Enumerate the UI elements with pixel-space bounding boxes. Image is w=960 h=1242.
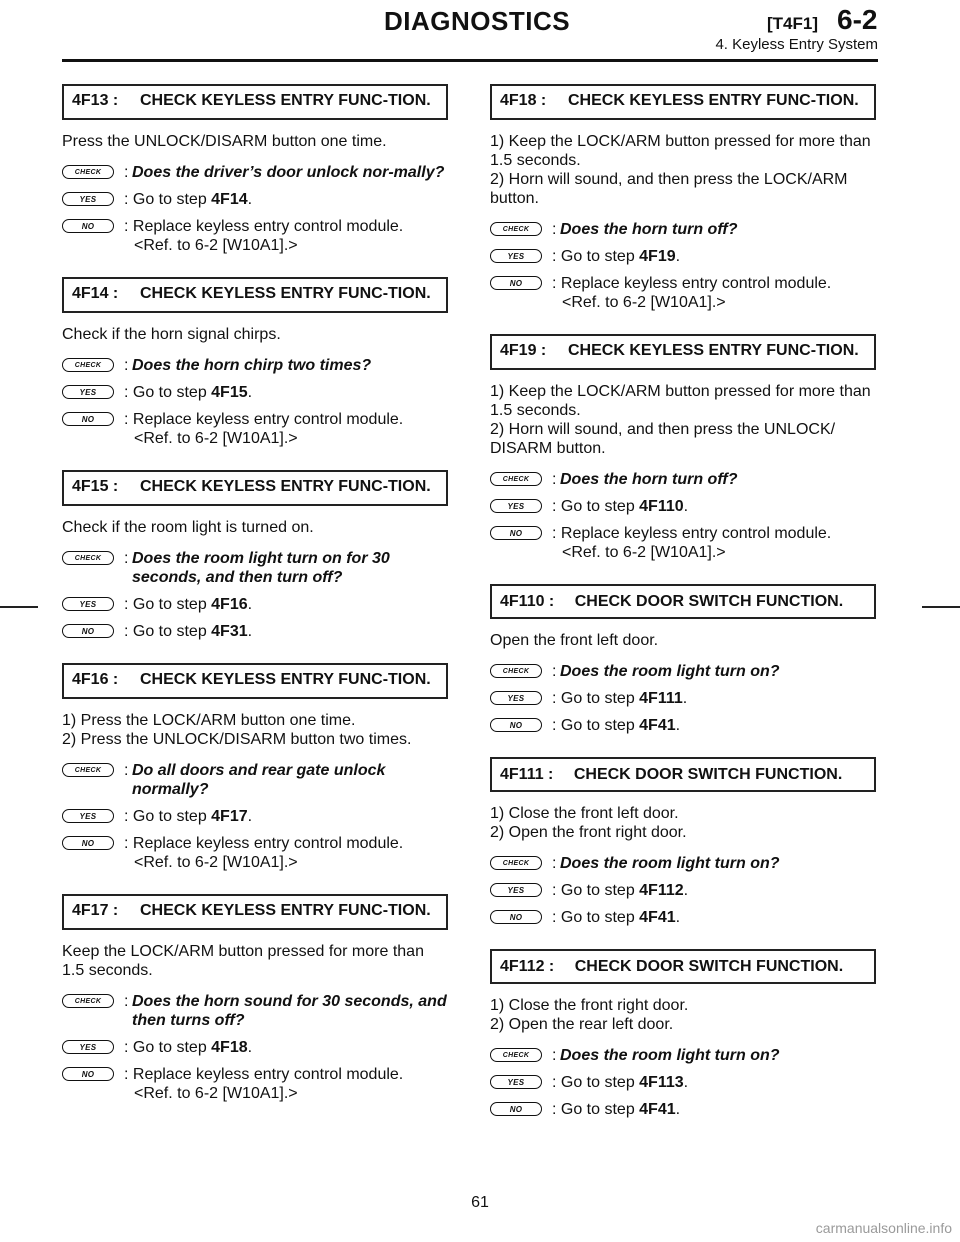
- step-4f13: [62, 84, 448, 255]
- yes-row: [62, 383, 448, 402]
- check-icon: CHECK: [490, 1048, 542, 1062]
- check-question-row: [62, 761, 448, 799]
- page-header: [0, 0, 960, 66]
- step-link[interactable]: 4F18: [211, 1039, 248, 1056]
- no-row: [490, 716, 876, 735]
- colon: :: [124, 164, 129, 181]
- step-id: 4F15 :: [72, 478, 119, 495]
- no-icon: NO: [490, 526, 542, 540]
- goto-text: : Go to step: [124, 808, 212, 825]
- yes-row: [490, 881, 876, 900]
- no-icon: NO: [62, 219, 114, 233]
- check-icon: CHECK: [490, 856, 542, 870]
- check-block: [490, 662, 876, 735]
- instruction-line: 1) Press the LOCK/ARM button one time.: [62, 712, 356, 729]
- instruction-line: 2) Open the rear left door.: [490, 1016, 674, 1033]
- instruction-line: 1) Keep the LOCK/ARM button pressed for more than 1.5 seconds.: [490, 383, 871, 419]
- yes-action: : Go to step 4F19.: [552, 248, 681, 265]
- step-id: 4F110 :: [500, 593, 555, 610]
- instruction-line: Open the front left door.: [490, 632, 659, 649]
- no-action-text: : Replace keyless entry control module.: [552, 525, 832, 542]
- step-id: 4F16 :: [72, 671, 119, 688]
- watermark: carmanualsonline.info: [815, 1220, 952, 1236]
- yes-icon: YES: [62, 1040, 114, 1054]
- section-number: 6-2: [837, 4, 878, 35]
- instruction-line: Check if the room light is turned on.: [62, 519, 314, 536]
- check-question: Does the room light turn on?: [560, 663, 780, 680]
- no-action: [124, 410, 448, 448]
- goto-text: : Go to step: [552, 882, 640, 899]
- step-name: CHECK DOOR SWITCH FUNCTION.: [574, 958, 844, 975]
- step-link[interactable]: 4F15: [211, 384, 248, 401]
- instruction-line: 2) Horn will sound, and then press the UNLOCK/ DISARM button.: [490, 421, 836, 457]
- no-action: : Go to step 4F41.: [552, 909, 681, 926]
- check-icon: CHECK: [490, 222, 542, 236]
- no-action: [552, 524, 876, 562]
- no-action: [124, 217, 448, 255]
- goto-text: : Go to step: [124, 384, 212, 401]
- step-instructions: [490, 631, 876, 650]
- yes-action: : Go to step 4F18.: [124, 1039, 253, 1056]
- yes-action: : Go to step 4F111.: [552, 690, 688, 707]
- check-question-row: [490, 1046, 876, 1065]
- check-block: [62, 992, 448, 1103]
- step-4f112: [490, 949, 876, 1119]
- check-question-row: [62, 356, 448, 375]
- step-name: CHECK KEYLESS ENTRY FUNC-TION.: [140, 671, 431, 688]
- goto-text: : Go to step: [552, 690, 640, 707]
- step-instructions: [62, 325, 448, 344]
- yes-icon: YES: [62, 385, 114, 399]
- step-link[interactable]: 4F17: [211, 808, 248, 825]
- section-code: [T4F1]: [767, 14, 818, 33]
- no-icon: NO: [62, 624, 114, 638]
- check-icon: CHECK: [62, 994, 114, 1008]
- step-4f19: [490, 334, 876, 562]
- step-id: 4F17 :: [72, 902, 119, 919]
- check-block: [490, 1046, 876, 1119]
- yes-icon: YES: [490, 249, 542, 263]
- step-link[interactable]: 4F41: [639, 717, 676, 734]
- step-id: 4F19 :: [500, 342, 547, 359]
- page-number: 61: [471, 1194, 489, 1211]
- instruction-line: 2) Horn will sound, and then press the LOCK/ARM button.: [490, 171, 848, 207]
- yes-action: : Go to step 4F17.: [124, 808, 253, 825]
- yes-icon: YES: [490, 499, 542, 513]
- section-title: DIAGNOSTICS: [384, 6, 571, 36]
- check-icon: CHECK: [490, 472, 542, 486]
- instruction-line: Press the UNLOCK/DISARM button one time.: [62, 133, 387, 150]
- step-instructions: [490, 382, 876, 458]
- no-row: [62, 217, 448, 255]
- step-instructions: [62, 711, 448, 749]
- check-question: Does the room light turn on for 30 seconds, and then turn off?: [132, 550, 390, 586]
- step-link[interactable]: 4F19: [639, 248, 676, 265]
- check-question: Does the horn turn off?: [560, 221, 738, 238]
- step-header: [490, 949, 876, 984]
- no-action: : Go to step 4F41.: [552, 717, 681, 734]
- yes-icon: YES: [62, 809, 114, 823]
- reference-link[interactable]: <Ref. to 6-2 [W10A1].>: [134, 854, 298, 871]
- goto-text: : Go to step: [552, 1101, 640, 1118]
- step-header: [62, 663, 448, 699]
- section-subtitle: 4. Keyless Entry System: [715, 36, 878, 53]
- instruction-line: 2) Press the UNLOCK/DISARM button two times.: [62, 731, 412, 748]
- margin-mark-left: [0, 606, 38, 608]
- check-question: Does the horn turn off?: [560, 471, 738, 488]
- check-question: Does the horn sound for 30 seconds, and then turns off?: [132, 993, 447, 1029]
- no-row: [490, 1100, 876, 1119]
- yes-icon: YES: [490, 691, 542, 705]
- instruction-line: Check if the horn signal chirps.: [62, 326, 281, 343]
- step-id: 4F18 :: [500, 92, 547, 109]
- check-icon: CHECK: [490, 664, 542, 678]
- colon: :: [124, 550, 129, 567]
- step-4f111: [490, 757, 876, 927]
- no-row: [62, 410, 448, 448]
- no-action: [124, 1065, 448, 1103]
- yes-row: [62, 595, 448, 614]
- no-row: [62, 834, 448, 872]
- check-question-row: [62, 163, 448, 182]
- no-icon: NO: [62, 836, 114, 850]
- yes-action: : Go to step 4F14.: [124, 191, 253, 208]
- no-icon: NO: [490, 910, 542, 924]
- step-instructions: [490, 996, 876, 1034]
- yes-icon: YES: [62, 192, 114, 206]
- no-action-text: : Replace keyless entry control module.: [124, 218, 404, 235]
- step-instructions: [62, 132, 448, 151]
- yes-row: [490, 497, 876, 516]
- goto-text: : Go to step: [124, 1039, 212, 1056]
- check-block: [62, 761, 448, 872]
- reference-link[interactable]: <Ref. to 6-2 [W10A1].>: [134, 1085, 298, 1102]
- step-4f110: [490, 584, 876, 735]
- reference-link[interactable]: <Ref. to 6-2 [W10A1].>: [562, 544, 726, 561]
- step-header: [490, 334, 876, 370]
- check-question: Does the driver’s door unlock nor-mally?: [132, 164, 445, 181]
- reference-link[interactable]: <Ref. to 6-2 [W10A1].>: [134, 237, 298, 254]
- yes-row: [490, 1073, 876, 1092]
- step-link[interactable]: 4F112: [639, 882, 684, 899]
- check-question-row: [490, 220, 876, 239]
- check-question: Does the horn chirp two times?: [132, 357, 372, 374]
- step-header: [490, 84, 876, 120]
- check-icon: CHECK: [62, 551, 114, 565]
- colon: :: [552, 663, 557, 680]
- yes-row: [62, 1038, 448, 1057]
- step-id: 4F111 :: [500, 766, 554, 783]
- step-name: CHECK KEYLESS ENTRY FUNC-TION.: [140, 478, 431, 495]
- check-question: Do all doors and rear gate unlock normally?: [132, 762, 386, 798]
- instruction-line: 1) Close the front left door.: [490, 805, 679, 822]
- yes-icon: YES: [490, 1075, 542, 1089]
- goto-text: : Go to step: [552, 248, 640, 265]
- step-4f17: [62, 894, 448, 1103]
- check-question-row: [490, 854, 876, 873]
- colon: :: [552, 471, 557, 488]
- yes-icon: YES: [490, 883, 542, 897]
- no-action: : Go to step 4F31.: [124, 623, 253, 640]
- no-action: : Go to step 4F41.: [552, 1101, 681, 1118]
- step-header: [490, 757, 876, 792]
- step-link[interactable]: 4F41: [639, 909, 676, 926]
- no-icon: NO: [490, 276, 542, 290]
- check-icon: CHECK: [62, 165, 114, 179]
- step-link[interactable]: 4F31: [211, 623, 248, 640]
- instruction-line: 2) Open the front right door.: [490, 824, 687, 841]
- yes-action: : Go to step 4F16.: [124, 596, 253, 613]
- step-instructions: [490, 804, 876, 842]
- step-link[interactable]: 4F110: [639, 498, 684, 515]
- no-icon: NO: [62, 1067, 114, 1081]
- goto-text: : Go to step: [552, 909, 640, 926]
- step-4f15: [62, 470, 448, 641]
- check-question-row: [62, 992, 448, 1030]
- yes-icon: YES: [62, 597, 114, 611]
- step-header: [62, 277, 448, 313]
- colon: :: [124, 762, 129, 779]
- no-action-text: : Replace keyless entry control module.: [124, 835, 404, 852]
- no-icon: NO: [490, 718, 542, 732]
- step-link[interactable]: 4F113: [639, 1074, 684, 1091]
- no-action-text: : Replace keyless entry control module.: [124, 411, 404, 428]
- no-icon: NO: [62, 412, 114, 426]
- step-name: CHECK KEYLESS ENTRY FUNC-TION.: [140, 285, 431, 302]
- step-instructions: [490, 132, 876, 208]
- yes-action: : Go to step 4F112.: [552, 882, 689, 899]
- step-id: 4F112 :: [500, 958, 555, 975]
- step-link[interactable]: 4F111: [639, 690, 683, 707]
- no-row: [490, 908, 876, 927]
- colon: :: [552, 221, 557, 238]
- yes-row: [62, 190, 448, 209]
- yes-action: : Go to step 4F113.: [552, 1074, 689, 1091]
- step-4f18: [490, 84, 876, 312]
- check-question: Does the room light turn on?: [560, 855, 780, 872]
- colon: :: [552, 1047, 557, 1064]
- yes-action: : Go to step 4F15.: [124, 384, 253, 401]
- check-icon: CHECK: [62, 358, 114, 372]
- yes-row: [62, 807, 448, 826]
- step-header: [490, 584, 876, 619]
- step-header: [62, 470, 448, 506]
- no-action-text: : Replace keyless entry control module.: [552, 275, 832, 292]
- step-4f16: [62, 663, 448, 872]
- reference-link[interactable]: <Ref. to 6-2 [W10A1].>: [134, 430, 298, 447]
- goto-text: : Go to step: [552, 498, 640, 515]
- no-row: [490, 524, 876, 562]
- step-link[interactable]: 4F14: [211, 191, 248, 208]
- no-action: [552, 274, 876, 312]
- step-header: [62, 84, 448, 120]
- goto-text: : Go to step: [552, 1074, 640, 1091]
- step-name: CHECK KEYLESS ENTRY FUNC-TION.: [140, 902, 431, 919]
- step-name: CHECK DOOR SWITCH FUNCTION.: [573, 766, 843, 783]
- no-action-text: : Replace keyless entry control module.: [124, 1066, 404, 1083]
- left-column: [62, 84, 448, 1103]
- colon: :: [552, 855, 557, 872]
- check-icon: CHECK: [62, 763, 114, 777]
- check-block: [490, 470, 876, 562]
- check-block: [62, 356, 448, 448]
- margin-mark-right: [922, 606, 960, 608]
- yes-action: : Go to step 4F110.: [552, 498, 689, 515]
- check-block: [490, 854, 876, 927]
- header-rule: [62, 59, 878, 62]
- step-instructions: [62, 518, 448, 537]
- check-question-row: [62, 549, 448, 587]
- goto-text: : Go to step: [124, 191, 212, 208]
- reference-link[interactable]: <Ref. to 6-2 [W10A1].>: [562, 294, 726, 311]
- instruction-line: 1) Close the front right door.: [490, 997, 689, 1014]
- no-icon: NO: [490, 1102, 542, 1116]
- step-header: [62, 894, 448, 930]
- check-block: [490, 220, 876, 312]
- instruction-line: 1) Keep the LOCK/ARM button pressed for more than 1.5 seconds.: [490, 133, 871, 169]
- step-name: CHECK KEYLESS ENTRY FUNC-TION.: [568, 342, 859, 359]
- check-block: [62, 163, 448, 255]
- step-id: 4F13 :: [72, 92, 119, 109]
- check-question: Does the room light turn on?: [560, 1047, 780, 1064]
- step-name: CHECK KEYLESS ENTRY FUNC-TION.: [568, 92, 859, 109]
- colon: :: [124, 357, 129, 374]
- check-question-row: [490, 662, 876, 681]
- no-row: [62, 1065, 448, 1103]
- colon: :: [124, 993, 129, 1010]
- check-block: [62, 549, 448, 641]
- yes-row: [490, 689, 876, 708]
- step-link[interactable]: 4F16: [211, 596, 248, 613]
- goto-text: : Go to step: [552, 717, 640, 734]
- goto-text: : Go to step: [124, 623, 212, 640]
- no-row: [490, 274, 876, 312]
- step-name: CHECK KEYLESS ENTRY FUNC-TION.: [140, 92, 431, 109]
- no-action: [124, 834, 448, 872]
- instruction-line: Keep the LOCK/ARM button pressed for more than 1.5 seconds.: [62, 943, 424, 979]
- yes-row: [490, 247, 876, 266]
- goto-text: : Go to step: [124, 596, 212, 613]
- right-column: [490, 84, 876, 1119]
- step-name: CHECK DOOR SWITCH FUNCTION.: [574, 593, 844, 610]
- step-instructions: [62, 942, 448, 980]
- no-row: [62, 622, 448, 641]
- step-link[interactable]: 4F41: [639, 1101, 676, 1118]
- check-question-row: [490, 470, 876, 489]
- step-4f14: [62, 277, 448, 448]
- step-id: 4F14 :: [72, 285, 119, 302]
